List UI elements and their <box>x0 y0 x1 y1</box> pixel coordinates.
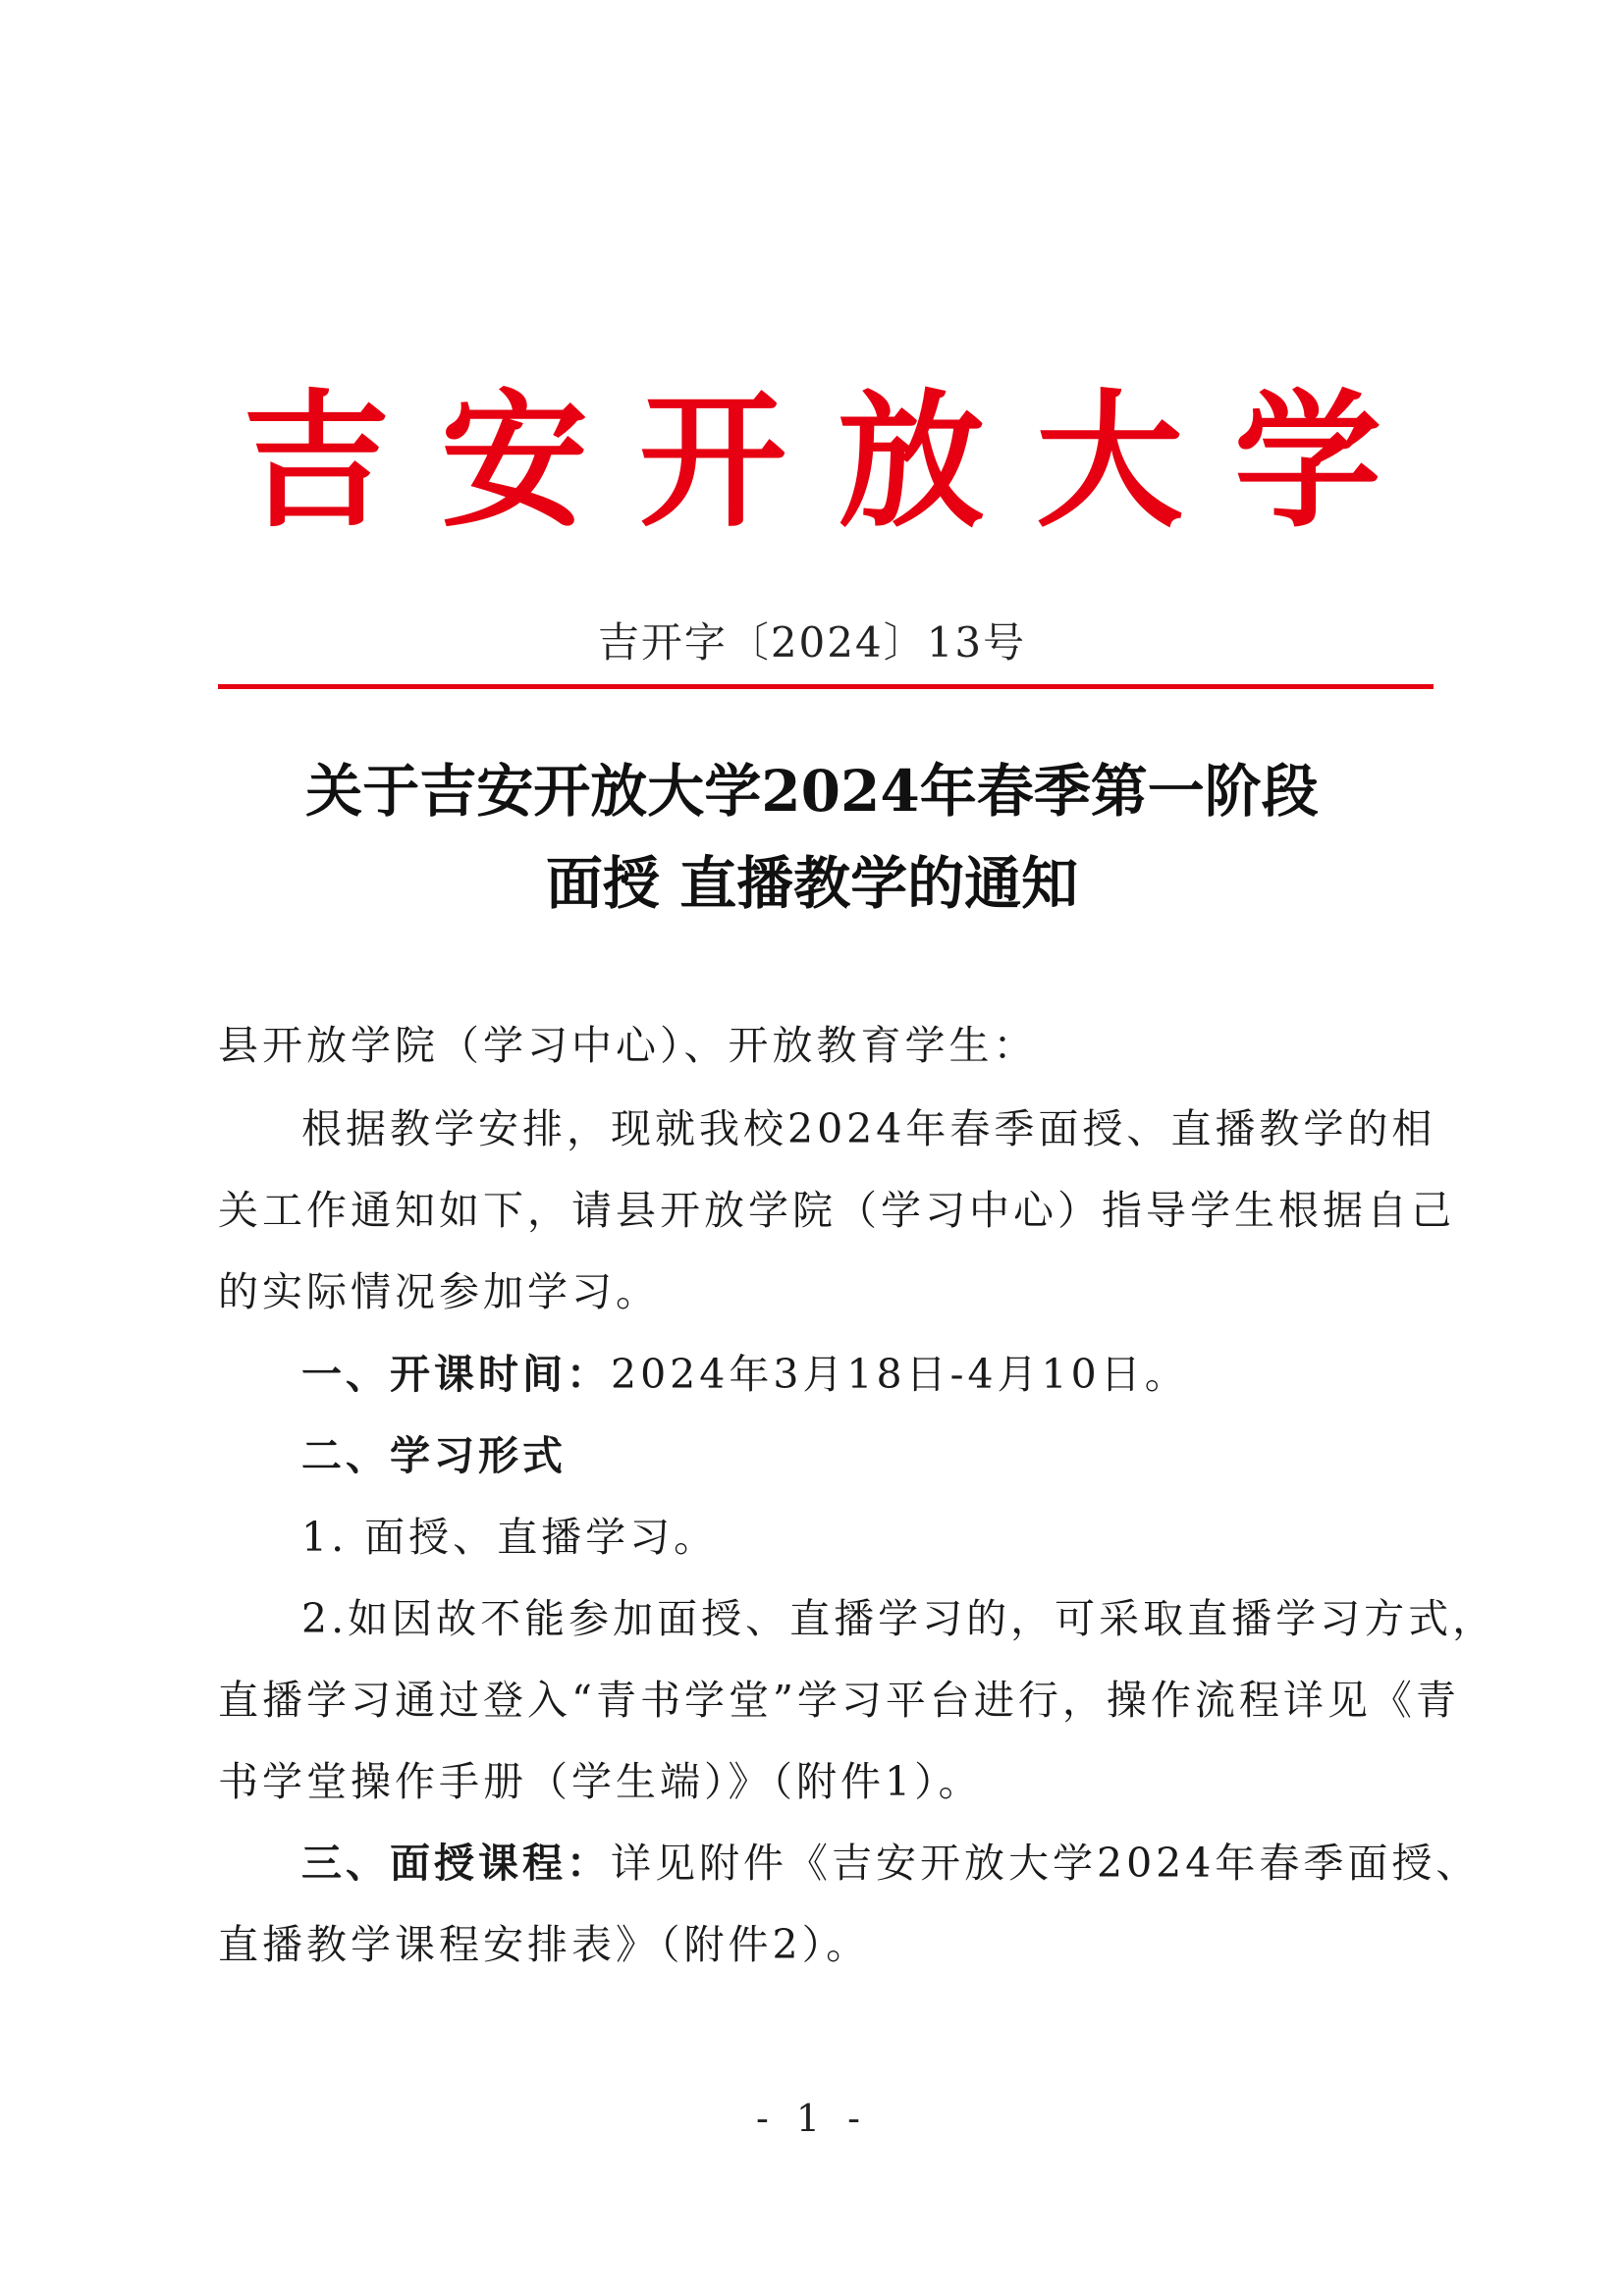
list-item-1: 1. 面授、直播学习。 <box>301 1514 719 1561</box>
list-item-2-line-3: 书学堂操作手册（学生端）》（附件1）。 <box>218 1758 983 1805</box>
intro-paragraph-line-1: 根据教学安排，现就我校2024年春季面授、直播教学的相 <box>301 1105 1436 1152</box>
document-number: 吉开字〔2024〕13号 <box>597 618 1027 667</box>
intro-paragraph-line-3: 的实际情况参加学习。 <box>218 1268 660 1315</box>
section-1-paragraph <box>301 1350 1434 1399</box>
section-3-heading: 三、面授课程： <box>301 1840 611 1887</box>
section-3-text-line-2: 直播教学课程安排表》（附件2）。 <box>218 1921 871 1968</box>
list-item-2-line-2: 直播学习通过登入“青书学堂”学习平台进行，操作流程详见《青 <box>218 1677 1460 1724</box>
page-number: - 1 - <box>755 2097 868 2140</box>
notice-title-line-1: 关于吉安开放大学2024年春季第一阶段 <box>305 758 1319 825</box>
notice-title-line-2: 面授 直播教学的通知 <box>545 850 1079 917</box>
section-1-heading: 一、开课时间： <box>301 1351 611 1398</box>
section-3-text-line-1: 详见附件《吉安开放大学2024年春季面授、 <box>611 1840 1481 1887</box>
section-1-text: 2024年3月18日-4月10日。 <box>611 1351 1189 1398</box>
masthead-title: 吉安开放大学 <box>242 375 1433 548</box>
list-item-2-line-1: 2.如因故不能参加面授、直播学习的，可采取直播学习方式， <box>301 1595 1497 1642</box>
intro-paragraph-line-2: 关工作通知如下，请县开放学院（学习中心）指导学生根据自己 <box>218 1187 1455 1234</box>
salutation: 县开放学院（学习中心）、开放教育学生： <box>218 1022 1038 1069</box>
section-3-paragraph <box>301 1839 1481 1888</box>
red-divider <box>218 684 1434 689</box>
section-2-heading: 二、学习形式 <box>301 1432 567 1479</box>
